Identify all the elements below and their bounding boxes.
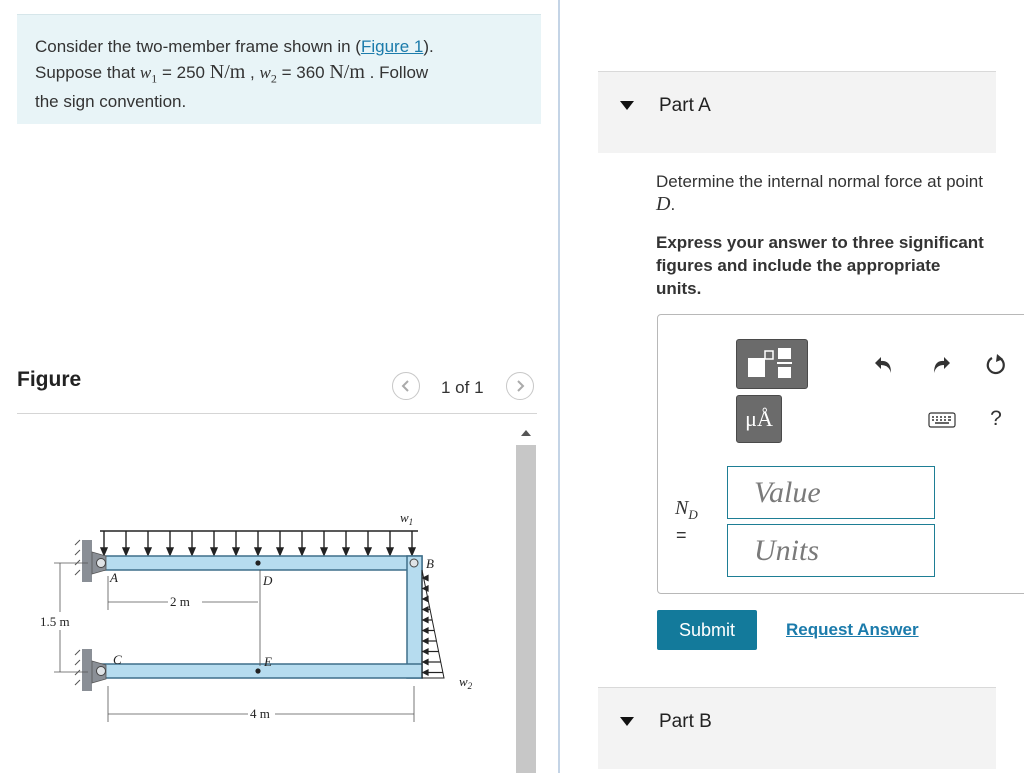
answer-box xyxy=(657,314,1024,594)
follow-text: . Follow xyxy=(369,62,429,82)
reset-button[interactable] xyxy=(982,351,1010,379)
scroll-up-button[interactable] xyxy=(515,423,537,443)
w1-arrowhead xyxy=(145,548,151,555)
w2-arrowhead xyxy=(423,597,428,602)
next-figure-button[interactable] xyxy=(506,372,534,400)
w2-units: N/m xyxy=(329,60,365,83)
undo-icon xyxy=(873,354,895,376)
answer-equals: = xyxy=(676,525,687,545)
w1-arrowhead xyxy=(211,548,217,555)
w1-arrowhead xyxy=(101,548,107,555)
w2-arrowhead xyxy=(423,607,428,612)
w2-load xyxy=(422,570,444,678)
w1-load-arrows xyxy=(100,531,418,555)
answer-label: $N_D$ xyxy=(675,497,698,522)
question-text: Determine the internal normal force at point xyxy=(656,172,983,191)
w1-arrowhead xyxy=(387,548,393,555)
part-b-header[interactable] xyxy=(598,687,996,769)
support-C xyxy=(75,649,106,691)
figure-counter: 1 of 1 xyxy=(441,378,484,397)
w2-arrowhead xyxy=(423,660,428,665)
w2-symbol: w xyxy=(259,62,271,82)
units-button[interactable]: μÅ xyxy=(736,395,782,443)
w1-units: N/m xyxy=(209,60,246,83)
part-a-header[interactable] xyxy=(598,71,996,153)
column-divider xyxy=(558,0,560,773)
submit-button[interactable]: Submit xyxy=(657,610,757,650)
w2-arrowhead xyxy=(423,586,428,591)
templates-icon xyxy=(737,340,809,390)
w1-arrowhead xyxy=(299,548,305,555)
label-C: C xyxy=(113,652,122,667)
w1-symbol: w xyxy=(139,62,152,82)
part-a-title: Part A xyxy=(659,95,711,116)
part-b-title: Part B xyxy=(659,711,712,732)
part-a-question xyxy=(656,170,986,216)
undo-button[interactable] xyxy=(870,351,898,379)
reset-icon xyxy=(984,353,1008,377)
w1-arrowhead xyxy=(343,548,349,555)
comma: , xyxy=(250,62,255,82)
w1-arrowhead xyxy=(233,548,239,555)
vertical-member xyxy=(407,556,422,678)
point-E xyxy=(255,668,260,673)
chevron-left-icon xyxy=(401,379,411,393)
redo-button[interactable] xyxy=(927,351,955,379)
label-A: A xyxy=(110,570,118,585)
previous-figure-button[interactable] xyxy=(392,372,420,400)
keyboard-button[interactable] xyxy=(926,409,958,431)
w2-value: = 360 xyxy=(281,62,325,82)
w1-value: = 250 xyxy=(162,62,206,82)
label-D: D xyxy=(263,573,273,588)
w1-sub: 1 xyxy=(151,70,158,85)
redo-icon xyxy=(930,354,952,376)
label-E: E xyxy=(264,654,272,669)
point-D xyxy=(255,560,260,565)
w1-arrowhead xyxy=(255,548,261,555)
part-a-instruction: Express your answer to three significant figures and include the appropriate units. xyxy=(656,233,984,298)
problem-line-2 xyxy=(35,60,523,91)
problem-line-3: the sign convention. xyxy=(35,92,187,112)
caret-down-icon xyxy=(620,717,634,727)
w1-arrowhead xyxy=(409,548,415,555)
value-input[interactable] xyxy=(727,466,935,519)
w2-sub: 2 xyxy=(270,70,277,85)
figure-divider xyxy=(17,413,537,414)
templates-button[interactable] xyxy=(736,339,808,389)
question-end: . xyxy=(670,195,676,214)
units-input[interactable] xyxy=(727,524,935,577)
w2-label: $w_2$ xyxy=(459,674,473,691)
question-variable: D xyxy=(656,193,671,215)
intro-text: Consider the two-member frame shown in ( xyxy=(35,37,361,56)
intro-text-end: ). xyxy=(423,37,434,56)
w1-arrowhead xyxy=(321,548,327,555)
dim-1-5m: 1.5 m xyxy=(40,614,70,629)
w2-arrowhead xyxy=(423,628,428,633)
w2-arrowhead xyxy=(423,670,428,675)
label-B: B xyxy=(426,556,434,571)
support-A xyxy=(75,540,106,582)
w1-label: $w_1$ xyxy=(400,510,414,527)
chevron-right-icon xyxy=(515,379,525,393)
help-button[interactable]: ? xyxy=(990,407,1002,430)
frame-figure xyxy=(30,490,500,730)
w1-arrowhead xyxy=(123,548,129,555)
dimension-lines xyxy=(54,563,414,722)
figure-link[interactable]: Figure 1 xyxy=(360,37,424,56)
figure-scrollbar[interactable] xyxy=(515,423,537,773)
suppose-text: Suppose that xyxy=(35,62,140,82)
pin-B xyxy=(410,559,418,567)
w1-arrowhead xyxy=(365,548,371,555)
w2-arrowhead xyxy=(423,639,428,644)
caret-down-icon xyxy=(620,101,634,111)
dim-4m: 4 m xyxy=(250,706,270,721)
dim-2m: 2 m xyxy=(170,594,190,609)
request-answer-link[interactable]: Request Answer xyxy=(786,620,919,639)
problem-statement xyxy=(17,14,541,124)
scroll-thumb[interactable] xyxy=(516,445,536,773)
figure-title: Figure xyxy=(17,368,82,391)
w1-arrowhead xyxy=(277,548,283,555)
problem-line-1 xyxy=(35,35,523,60)
w1-arrowhead xyxy=(167,548,173,555)
w2-arrowhead xyxy=(423,618,428,623)
w2-arrowhead xyxy=(423,649,428,654)
triangle-up-icon xyxy=(521,429,531,437)
w1-arrowhead xyxy=(189,548,195,555)
keyboard-icon xyxy=(928,412,956,428)
